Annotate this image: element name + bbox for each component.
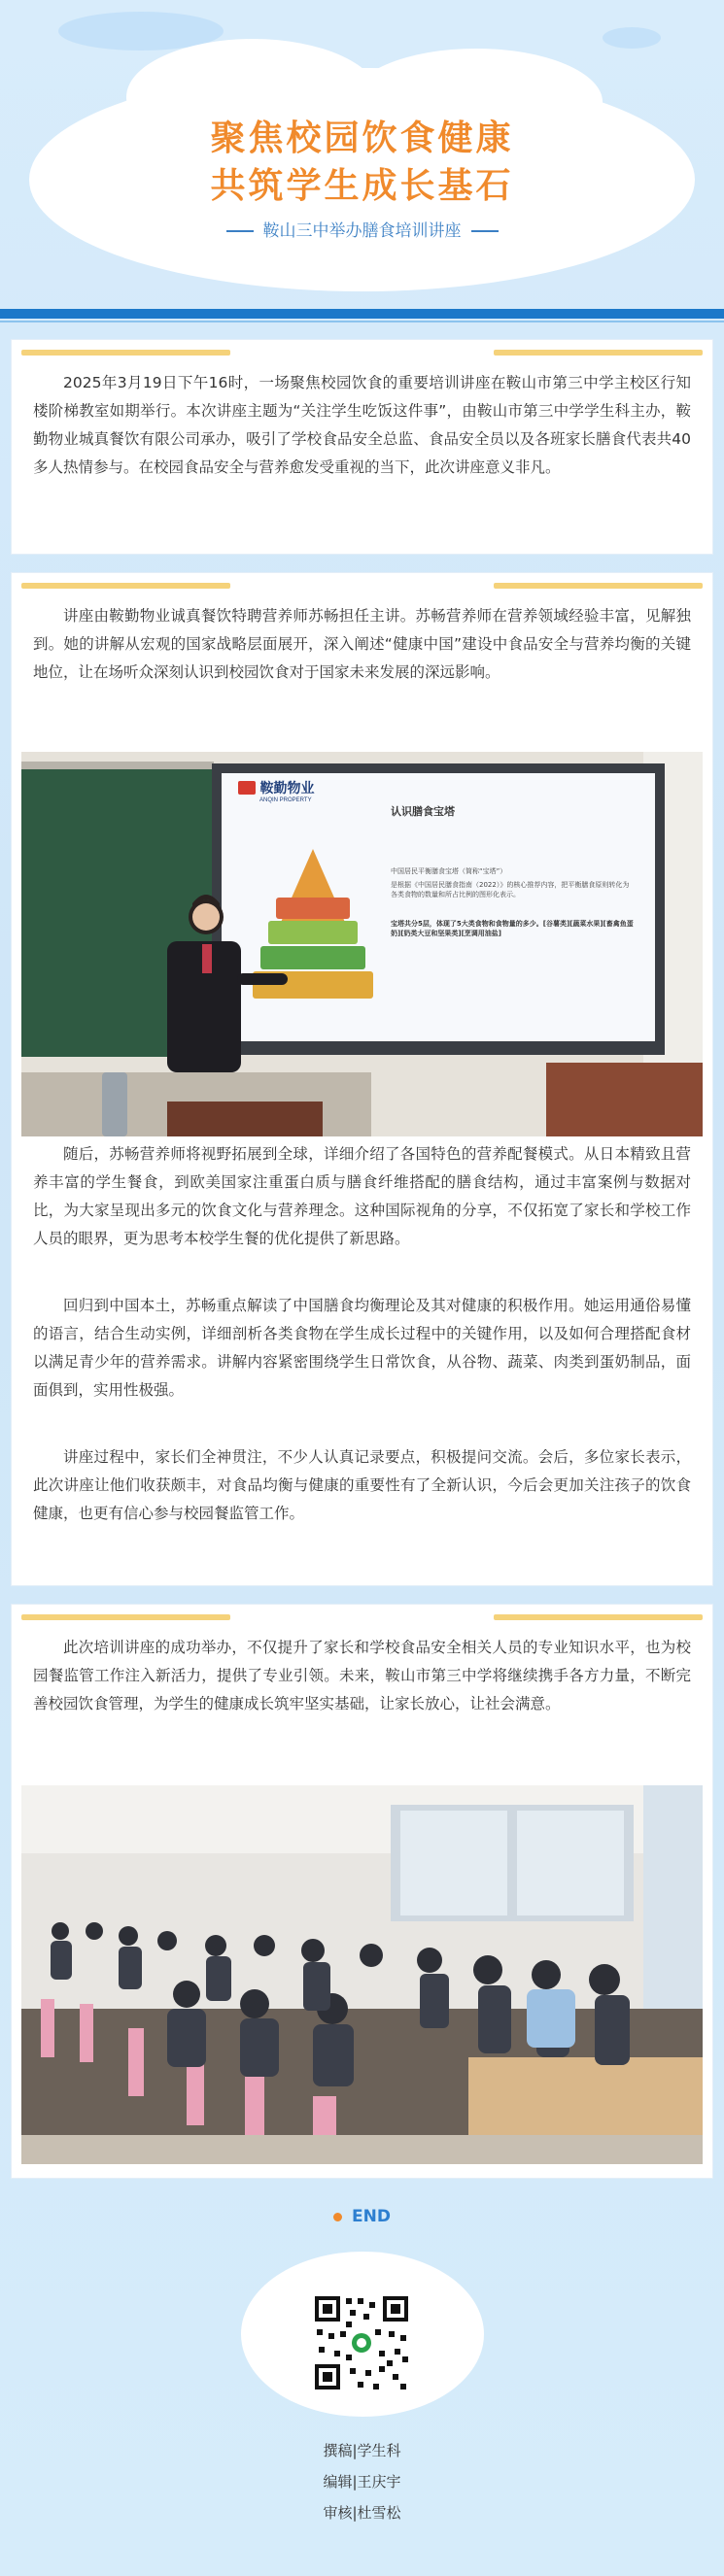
lecture-intro-paragraph: 讲座由鞍勤物业诚真餐饮特聘营养师苏畅担任主讲。苏畅营养师在营养领域经验丰富，见解独到。她的讲解从宏观的国家战略层面展开，深入阐述“健康中国”建设中食品安全与营养均衡的关键地位，让在场听众深刻认识到校园饮食对于国家未来发展的深远影响。: [33, 607, 691, 681]
end-dot-icon: [333, 2213, 342, 2221]
credit-editor: 编辑|王庆宇: [323, 2473, 401, 2491]
decor-bubble: [603, 27, 661, 49]
lecture-photo-illustration: [21, 752, 703, 1136]
global-perspective-paragraph: 随后，苏畅营养师将视野拓展到全球，详细介绍了各国特色的营养配餐模式。从日本精致且营养丰富的学生餐食，到欧美国家注重蛋白质与膳食纤维搭配的膳食结构，通过丰富案例与数据对比，为大家呈现出多元的饮食文化与营养理念。这种国际视角的分享，不仅拓宽了家长和学校工作人员的眼界，更为思考本校学生餐的优化提供了新思路。: [33, 1145, 691, 1247]
decor-bar: [21, 350, 230, 356]
slide-text-3: 宝塔共分5层，体现了5大类食物和食物量的多少。[谷薯类][蔬菜水果][畜禽鱼蛋奶][奶类大豆和坚果类][烹调用油盐]: [391, 920, 634, 937]
lecture-card: [12, 573, 712, 1585]
divider-band: [0, 309, 724, 319]
slide-text-2: 是根据《中国居民膳食指南（2022）》的核心推荐内容，把平衡膳食原则转化为各类食物的数量和所占比例的图形化表示。: [391, 881, 630, 898]
qr-code-icon[interactable]: [311, 2292, 412, 2393]
end-label: END: [352, 2207, 391, 2226]
decor-bar: [494, 583, 703, 589]
slide-logo-mark: [238, 781, 256, 795]
china-diet-paragraph: 回归到中国本土，苏畅重点解读了中国膳食均衡理论及其对健康的积极作用。她运用通俗易懂的语言，结合生动实例，详细剖析各类食物在学生成长过程中的关键作用，以及如何合理搭配食材以满足青少年的营养需求。讲解内容紧密围绕学生日常饮食，从谷物、蔬菜、肉类到蛋奶制品，面面俱到，实用性极强。: [33, 1297, 691, 1399]
audience-photo-illustration: [21, 1785, 703, 2164]
lecture-photo: [21, 752, 703, 1136]
header: [0, 0, 724, 309]
qa-paragraph: 讲座过程中，家长们全神贯注，不少人认真记录要点，积极提问交流。会后，多位家长表示，此次讲座让他们收获颇丰，对食品均衡与健康的重要性有了全新认识，今后会更加关注孩子的饮食健康，也更有信心参与校园餐监管工作。: [33, 1448, 691, 1522]
decor-bar: [21, 583, 230, 589]
page-title-line1: 聚焦校园饮食健康: [210, 119, 514, 158]
slide-title: 认识膳食宝塔: [391, 805, 455, 818]
slide-logo: [238, 778, 314, 803]
decor-bar: [494, 350, 703, 356]
decor-bar: [21, 1614, 230, 1620]
subtitle-text: 鞍山三中举办膳食培训讲座: [262, 221, 462, 241]
page-title-line2: 共筑学生成长基石: [210, 166, 514, 206]
divider-band-thin: [0, 321, 724, 322]
intro-card: [12, 340, 712, 554]
slide-text-1: 中国居民平衡膳食宝塔（简称“宝塔”）: [391, 867, 507, 875]
decor-bar: [494, 1614, 703, 1620]
end-marker: [0, 2207, 724, 2226]
qr-code-graphic: [311, 2292, 412, 2393]
slide-logo-text: 鞍勤物业: [259, 780, 315, 796]
page-subtitle: [0, 217, 724, 241]
summary-paragraph: 此次培训讲座的成功举办，不仅提升了家长和学校食品安全相关人员的专业知识水平，也为校园餐监管工作注入新活力，提供了专业引领。未来，鞍山市第三中学将继续携手各方力量，不断完善校园饮食管理，为学生的健康成长筑牢坚实基础，让家长放心，让社会满意。: [33, 1639, 691, 1712]
summary-card: [12, 1605, 712, 2178]
intro-paragraph: 2025年3月19日下午16时，一场聚焦校园饮食的重要培训讲座在鞍山市第三中学主校区行知楼阶梯教室如期举行。本次讲座主题为“关注学生吃饭这件事”，由鞍山市第三中学学生科主办，鞍勤物业城真餐饮有限公司承办，吸引了学校食品安全总监、食品安全员以及各班家长膳食代表共40多人热情参与。在校园食品安全与营养愈发受重视的当下，此次讲座意义非凡。: [33, 374, 691, 476]
audience-photo: [21, 1785, 703, 2164]
slide-logo-sub: ANQIN PROPERTY: [259, 797, 312, 803]
credit-writer: 撰稿|学生科: [323, 2442, 401, 2459]
credit-reviewer: 审核|杜雪松: [323, 2504, 401, 2522]
